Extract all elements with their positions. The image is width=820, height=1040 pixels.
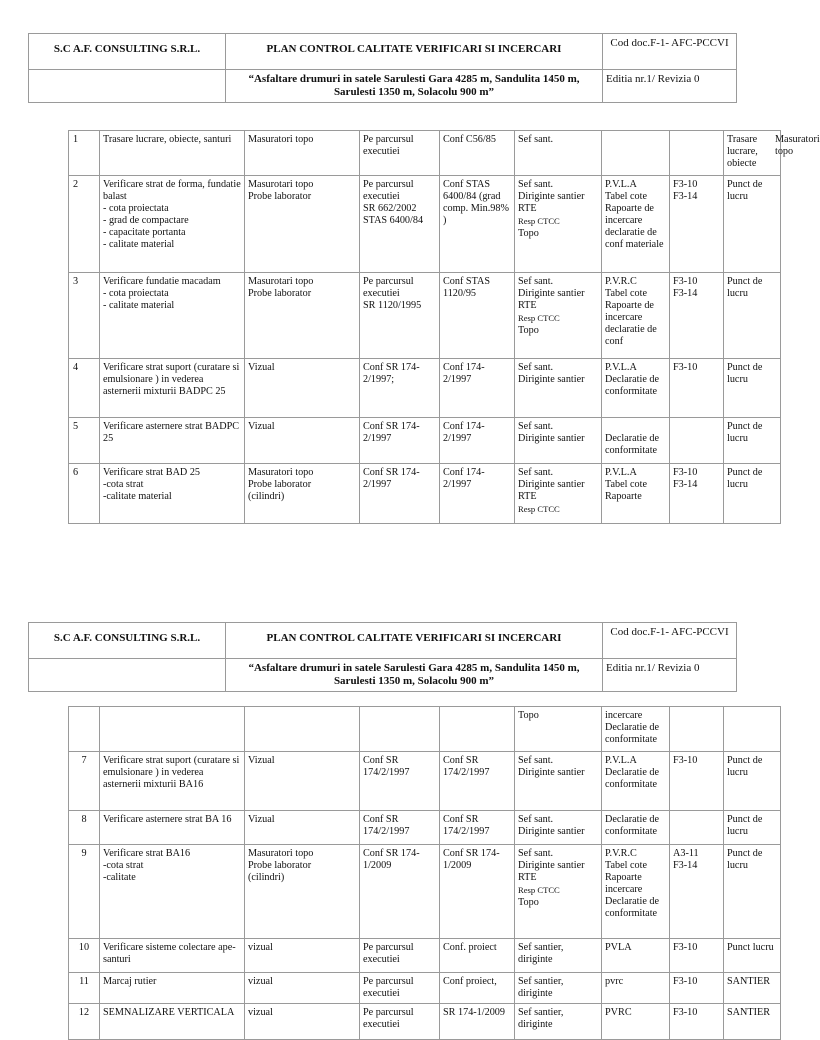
cell-resp	[515, 845, 602, 939]
cell-frequency: Pe parcursul executiei	[360, 1004, 440, 1040]
cell-doc: P.V.R.C Tabel cote Rapoarte de incercare declaratie de conf	[602, 273, 670, 359]
resp-text: Sef sant. Diriginte santier RTE	[518, 848, 585, 883]
resp-text: Sef sant. Diriginte santier	[518, 755, 585, 778]
cell-form: F3-10 F3-14	[670, 464, 724, 524]
cell-reference: Conf C56/85	[440, 131, 515, 176]
resp-text: Sef sant.	[518, 134, 554, 145]
cell-form	[670, 811, 724, 845]
company-name: S.C A.F. CONSULTING S.R.L.	[29, 623, 226, 659]
cell-resp	[515, 939, 602, 973]
control-plan-table-2	[68, 706, 781, 1040]
cell-reference: Conf STAS 1120/95	[440, 273, 515, 359]
cell-nr: 4	[69, 359, 100, 418]
cell-method: vizual	[245, 1004, 360, 1040]
cell-activity: Verificare strat BAD 25 -cota strat -calitate material	[100, 464, 245, 524]
table-row	[69, 418, 781, 464]
cell-nr: 9	[69, 845, 100, 939]
cell-frequency: Pe parcursul executiei SR 662/2002 STAS 6400/84	[360, 176, 440, 273]
table-row	[69, 939, 781, 973]
cell-reference: Conf 174-2/1997	[440, 464, 515, 524]
resp-text: Sef santier, diriginte	[518, 1007, 564, 1030]
cell-resp	[515, 176, 602, 273]
resp-text: Sef sant. Diriginte santier	[518, 362, 585, 385]
cell-activity: Verificare strat suport (curatare si emulsionare ) in vederea asternerii mixturii BA16	[100, 752, 245, 811]
cell-place: Punct de lucru	[724, 273, 781, 359]
cell-method: Masurotari topo Probe laborator	[245, 176, 360, 273]
cell-extra-method: Masuratori topo	[775, 134, 820, 157]
cell-resp	[515, 131, 602, 176]
edition: Editia nr.1/ Revizia 0	[603, 659, 737, 692]
cell-activity: Verificare asternere strat BA 16	[100, 811, 245, 845]
cell-place: Punct de lucru	[724, 418, 781, 464]
table-row	[69, 176, 781, 273]
cell-form: F3-10	[670, 359, 724, 418]
cell-frequency: Conf SR 174-2/1997	[360, 418, 440, 464]
cell-place	[724, 131, 820, 176]
cell-reference: Conf. proiect	[440, 939, 515, 973]
cell-form	[670, 418, 724, 464]
cell-resp	[515, 811, 602, 845]
cell-doc: PVLA	[602, 939, 670, 973]
cell-place: Punct lucru	[724, 939, 781, 973]
cell-resp	[515, 273, 602, 359]
cell-reference: Conf STAS 6400/84 (grad comp. Min.98% )	[440, 176, 515, 273]
resp-text: Sef sant. Diriginte santier	[518, 814, 585, 837]
cell-resp	[515, 359, 602, 418]
cell-doc: incercare Declaratie de conformitate	[602, 707, 670, 752]
resp-text: Sef sant. Diriginte santier RTE	[518, 276, 585, 311]
resp-topo: Topo	[518, 228, 539, 239]
cell-nr: 10	[69, 939, 100, 973]
cell-nr: 6	[69, 464, 100, 524]
cell-doc: P.V.L.A Tabel cote Rapoarte de incercare declaratie de conf materiale	[602, 176, 670, 273]
cell-doc: P.V.L.A Declaratie de conformitate	[602, 752, 670, 811]
cell-activity: Trasare lucrare, obiecte, santuri	[100, 131, 245, 176]
document-header-2	[28, 622, 737, 692]
cell-resp	[515, 418, 602, 464]
plan-title: PLAN CONTROL CALITATE VERIFICARI SI INCERCARI	[226, 623, 603, 659]
cell-reference: Conf SR 174-1/2009	[440, 845, 515, 939]
cell-nr: 1	[69, 131, 100, 176]
cell-method: Masuratori topo Probe laborator (cilindri)	[245, 845, 360, 939]
cell-place: Punct de lucru	[724, 845, 781, 939]
cell-place: SANTIER	[724, 1004, 781, 1040]
table-row	[69, 845, 781, 939]
cell-method: vizual	[245, 939, 360, 973]
cell-nr: 11	[69, 973, 100, 1004]
cell-resp	[515, 464, 602, 524]
cell-activity: Verificare sisteme colectare ape- santuri	[100, 939, 245, 973]
cell-place: Punct de lucru	[724, 359, 781, 418]
cell-resp	[515, 752, 602, 811]
cell-doc: pvrc	[602, 973, 670, 1004]
table-row	[69, 359, 781, 418]
table-row-continuation	[69, 707, 781, 752]
cell-method: Vizual	[245, 752, 360, 811]
cell-place: Punct de lucru	[724, 811, 781, 845]
cell-activity: Verificare strat suport (curatare si emulsionare ) in vederea asternerii mixturii BADPC 25	[100, 359, 245, 418]
cell-method: Masuratori topo Probe laborator (cilindri)	[245, 464, 360, 524]
cell-reference: Conf 174-2/1997	[440, 359, 515, 418]
cell-doc: P.V.L.A Tabel cote Rapoarte	[602, 464, 670, 524]
cell-method: Vizual	[245, 418, 360, 464]
cell-nr: 12	[69, 1004, 100, 1040]
table-row	[69, 464, 781, 524]
project-title: “Asfaltare drumuri in satele Sarulesti Gara 4285 m, Sandulita 1450 m, Sarulesti 1350 m, Solacolu 900 m”	[226, 659, 603, 692]
cell-method: Masurotari topo Probe laborator	[245, 273, 360, 359]
document-header	[28, 33, 737, 103]
resp-text: Sef santier, diriginte	[518, 942, 564, 965]
cell-form: F3-10 F3-14	[670, 273, 724, 359]
resp-text: Sef santier, diriginte	[518, 976, 564, 999]
cell-resp	[515, 1004, 602, 1040]
resp-ctcc: Resp CTCC	[518, 216, 560, 226]
cell-place: Punct de lucru	[724, 752, 781, 811]
cell-doc: P.V.R.C Tabel cote Rapoarte incercare Declaratie de conformitate	[602, 845, 670, 939]
cell-method: Masuratori topo	[245, 131, 360, 176]
cell-form: F3-10 F3-14	[670, 176, 724, 273]
cell-frequency: Pe parcursul executiei	[360, 939, 440, 973]
cell-form: F3-10	[670, 939, 724, 973]
cell-place: Punct de lucru	[724, 176, 781, 273]
resp-text: Sef sant. Diriginte santier	[518, 421, 585, 444]
resp-ctcc: Resp CTCC	[518, 504, 560, 514]
cell-form: A3-11 F3-14	[670, 845, 724, 939]
cell-doc: P.V.L.A Declaratie de conformitate	[602, 359, 670, 418]
cell-reference: Conf SR 174/2/1997	[440, 811, 515, 845]
resp-ctcc: Resp CTCC	[518, 885, 560, 895]
cell-activity: SEMNALIZARE VERTICALA	[100, 1004, 245, 1040]
doc-code: Cod doc.F-1- AFC-PCCVI	[603, 623, 737, 659]
resp-text: Sef sant. Diriginte santier RTE	[518, 467, 585, 502]
cell-doc: Declaratie de conformitate	[602, 811, 670, 845]
table-row	[69, 1004, 781, 1040]
cell-frequency: Pe parcursul executiei	[360, 131, 440, 176]
cell-frequency: Conf SR 174/2/1997	[360, 811, 440, 845]
edition: Editia nr.1/ Revizia 0	[603, 70, 737, 103]
cell-reference: Conf proiect,	[440, 973, 515, 1004]
cell-method: vizual	[245, 973, 360, 1004]
cell-activity: Verificare asternere strat BADPC 25	[100, 418, 245, 464]
cell-nr: 7	[69, 752, 100, 811]
cell-method: Vizual	[245, 811, 360, 845]
cell-frequency: Conf SR 174-2/1997	[360, 464, 440, 524]
cell-method: Vizual	[245, 359, 360, 418]
cell-form	[670, 131, 724, 176]
cell-frequency: Conf SR 174/2/1997	[360, 752, 440, 811]
cell-frequency: Pe parcursul executiei SR 1120/1995	[360, 273, 440, 359]
cell-nr: 2	[69, 176, 100, 273]
cell-doc: Declaratie de conformitate	[602, 418, 670, 464]
cell-frequency: Conf SR 174-2/1997;	[360, 359, 440, 418]
cell-resp: Topo	[515, 707, 602, 752]
table-row	[69, 811, 781, 845]
cell-activity: Verificare strat de forma, fundatie balast - cota proiectata - grad de compactare - capacitate portanta - calitate material	[100, 176, 245, 273]
cell-activity: Marcaj rutier	[100, 973, 245, 1004]
cell-activity: Verificare strat BA16 -cota strat -calitate	[100, 845, 245, 939]
table-row	[69, 273, 781, 359]
cell-place: Punct de lucru	[724, 464, 781, 524]
cell-frequency: Conf SR 174-1/2009	[360, 845, 440, 939]
cell-activity: Verificare fundatie macadam - cota proiectata - calitate material	[100, 273, 245, 359]
cell-doc	[602, 131, 670, 176]
cell-reference: SR 174-1/2009	[440, 1004, 515, 1040]
table-row	[69, 131, 781, 176]
cell-reference: Conf 174-2/1997	[440, 418, 515, 464]
cell-nr: 8	[69, 811, 100, 845]
place-text: Trasare lucrare, obiecte	[727, 134, 758, 169]
cell-nr: 3	[69, 273, 100, 359]
cell-frequency: Pe parcursul executiei	[360, 973, 440, 1004]
table-row	[69, 752, 781, 811]
resp-ctcc: Resp CTCC	[518, 313, 560, 323]
cell-nr: 5	[69, 418, 100, 464]
cell-form: F3-10	[670, 752, 724, 811]
cell-resp	[515, 973, 602, 1004]
cell-form: F3-10	[670, 973, 724, 1004]
plan-title: PLAN CONTROL CALITATE VERIFICARI SI INCERCARI	[226, 34, 603, 70]
company-name: S.C A.F. CONSULTING S.R.L.	[29, 34, 226, 70]
cell-reference: Conf SR 174/2/1997	[440, 752, 515, 811]
resp-topo: Topo	[518, 325, 539, 336]
project-title: “Asfaltare drumuri in satele Sarulesti Gara 4285 m, Sandulita 1450 m, Sarulesti 1350 m, Solacolu 900 m”	[226, 70, 603, 103]
control-plan-table	[68, 130, 820, 524]
cell-form: F3-10	[670, 1004, 724, 1040]
cell-place: SANTIER	[724, 973, 781, 1004]
doc-code: Cod doc.F-1- AFC-PCCVI	[603, 34, 737, 70]
resp-text: Sef sant. Diriginte santier RTE	[518, 179, 585, 214]
cell-doc: PVRC	[602, 1004, 670, 1040]
table-row	[69, 973, 781, 1004]
resp-topo: Topo	[518, 897, 539, 908]
